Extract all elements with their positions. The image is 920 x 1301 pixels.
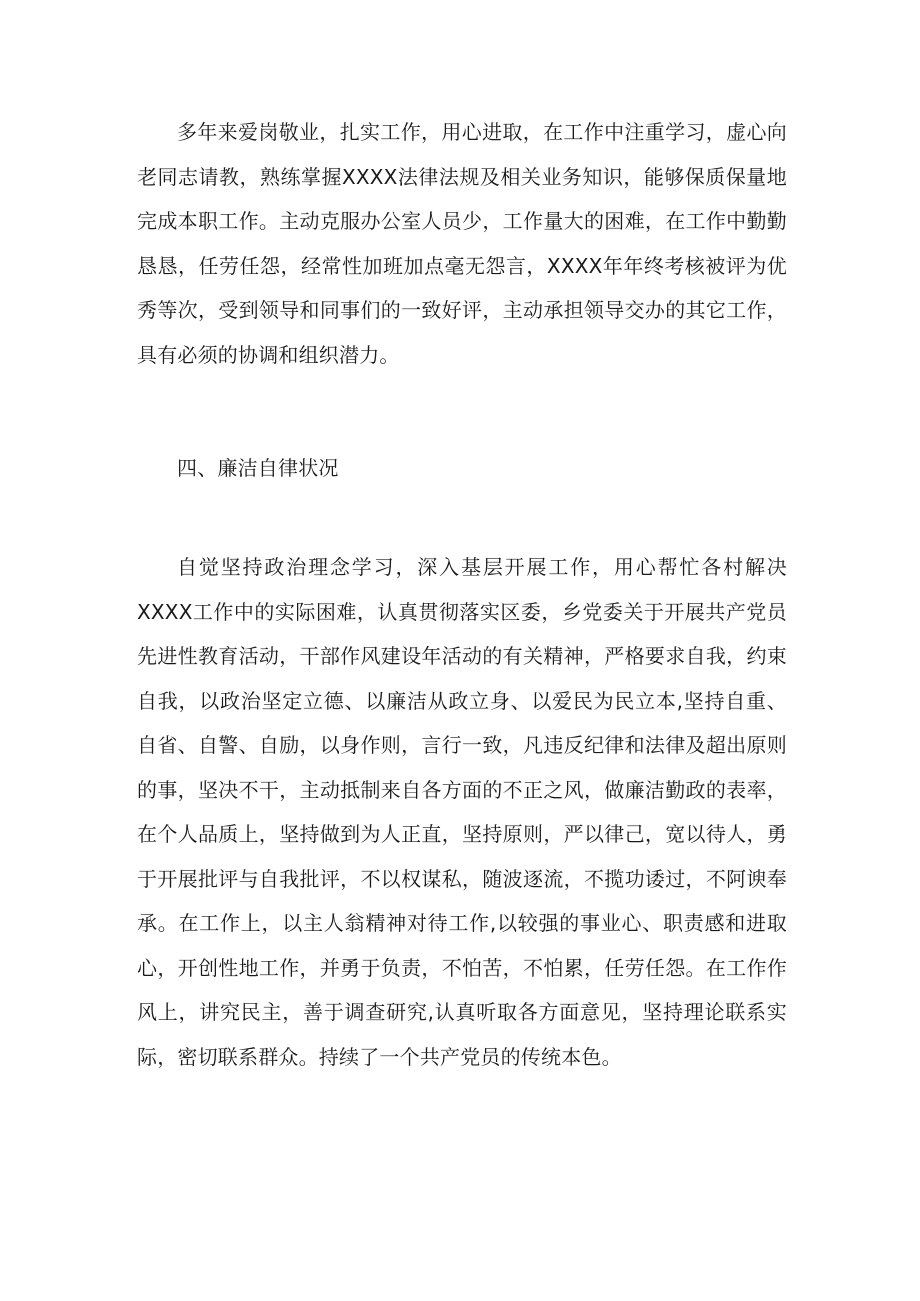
section-heading bbox=[137, 446, 787, 491]
paragraph-text: 多年来爱岗敬业，扎实工作，用心进取，在工作中注重学习，虚心向老同志请教，熟练掌握XXXX法律法规及相关业务知识，能够保质保量地完成本职工作。主动克服办公室人员少，工作量大的困难，在工作中勤勤恳恳，任劳任怨，经常性加班加点毫无怨言，XXXX年年终考核被评为优秀等次，受到领导和同事们的一致好评，主动承担领导交办的其它工作，具有必须的协调和组织潜力。 bbox=[137, 120, 787, 367]
paragraph-work-performance bbox=[137, 110, 787, 377]
paragraph-integrity bbox=[137, 545, 787, 1079]
section-heading-text: 四、廉洁自律状况 bbox=[177, 456, 339, 480]
paragraph-text: 自觉坚持政治理念学习，深入基层开展工作，用心帮忙各村解决XXXX工作中的实际困难，认真贯彻落实区委，乡党委关于开展共产党员先进性教育活动，干部作风建设年活动的有关精神，严格要求自我，约束自我，以政治坚定立德、以廉洁从政立身、以爱民为民立本,坚持自重、自省、自警、自励，以身作则，言行一致，凡违反纪律和法律及超出原则的事，坚决不干，主动抵制来自各方面的不正之风，做廉洁勤政的表率，在个人品质上，坚持做到为人正直，坚持原则，严以律己，宽以待人，勇于开展批评与自我批评，不以权谋私，随波逐流，不揽功诿过，不阿谀奉承。在工作上，以主人翁精神对待工作,以较强的事业心、职责感和进取心，开创性地工作，并勇于负责，不怕苦，不怕累，任劳任怨。在工作作风上，讲究民主，善于调查研究,认真听取各方面意见，坚持理论联系实际，密切联系群众。持续了一个共产党员的传统本色。 bbox=[137, 555, 787, 1069]
